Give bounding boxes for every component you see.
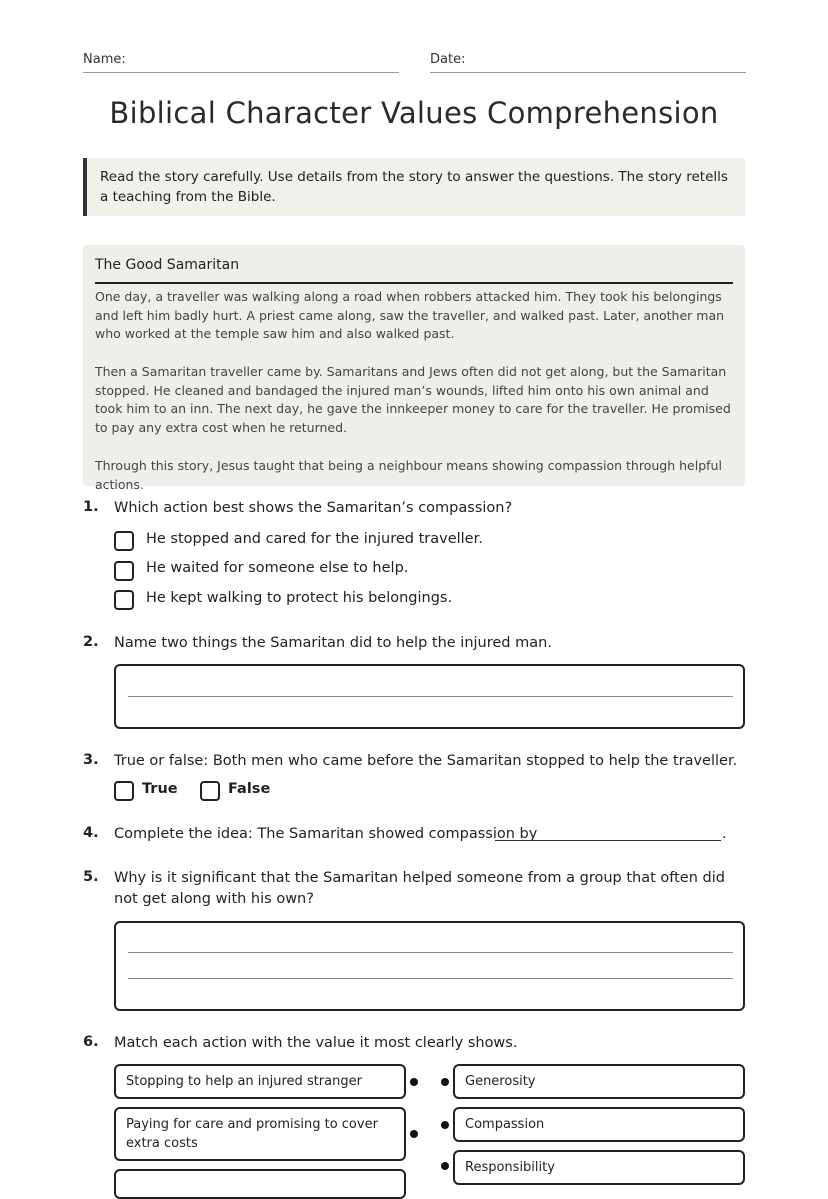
name-label: Name: <box>83 52 126 67</box>
name-field[interactable] <box>83 52 399 73</box>
q3-true-checkbox[interactable] <box>114 781 134 801</box>
match-value-1-dot[interactable] <box>441 1078 449 1086</box>
question-6-number: 6. <box>83 1034 99 1050</box>
question-2-answer-box[interactable] <box>114 664 745 729</box>
q1-option-1-checkbox[interactable] <box>114 531 134 551</box>
match-value-1[interactable] <box>453 1064 745 1099</box>
question-5-answer-box[interactable] <box>114 921 745 1011</box>
match-action-2-label: Paying for care and promising to cover extra costs <box>126 1117 378 1151</box>
match-value-3[interactable] <box>453 1150 745 1185</box>
question-3-number: 3. <box>83 752 99 768</box>
question-2-text: Name two things the Samaritan did to help the injured man. <box>114 635 552 651</box>
question-4-blank[interactable] <box>495 840 721 841</box>
match-value-1-label: Generosity <box>465 1074 536 1089</box>
match-value-2[interactable] <box>453 1107 745 1142</box>
question-4-end: . <box>722 826 727 842</box>
question-1-number: 1. <box>83 499 99 515</box>
story-panel <box>83 245 745 492</box>
story-title: The Good Samaritan <box>95 257 733 284</box>
q1-option-2-checkbox[interactable] <box>114 561 134 581</box>
match-action-3[interactable] <box>114 1169 406 1199</box>
q1-option-2-label: He waited for someone else to help. <box>146 560 409 576</box>
match-action-1-dot[interactable] <box>410 1078 418 1086</box>
match-action-2-dot[interactable] <box>410 1130 418 1138</box>
story-paragraph-2: Then a Samaritan traveller came by. Samaritans and Jews often did not get along, but the Samaritan stopped. He cleaned and bandaged the injured man’s wounds, lifted him onto his own animal and took him to an inn. The next day, he gave the innkeeper money to care for the traveller. He promised to pay any extra cost when he returned. <box>95 364 731 435</box>
q1-option-3-checkbox[interactable] <box>114 590 134 610</box>
date-label: Date: <box>430 52 466 67</box>
match-value-3-label: Responsibility <box>465 1160 555 1175</box>
story-paragraph-3: Through this story, Jesus taught that being a neighbour means showing compassion through helpful actions. <box>95 458 722 492</box>
question-5-text: Why is it significant that the Samaritan helped someone from a group that often did not get along with his own? <box>114 870 725 907</box>
question-4-text: Complete the idea: The Samaritan showed compassion by <box>114 826 538 842</box>
match-value-2-dot[interactable] <box>441 1121 449 1129</box>
question-2-number: 2. <box>83 634 99 650</box>
question-1-text: Which action best shows the Samaritan’s compassion? <box>114 500 513 516</box>
match-action-1-label: Stopping to help an injured stranger <box>126 1074 362 1089</box>
match-action-1[interactable] <box>114 1064 406 1099</box>
match-value-3-dot[interactable] <box>441 1162 449 1170</box>
instructions-text: Read the story carefully. Use details from the story to answer the questions. The story retells a teaching from the Bible. <box>100 169 728 205</box>
question-3-text: True or false: Both men who came before the Samaritan stopped to help the traveller. <box>114 753 738 769</box>
instructions-box <box>83 158 745 216</box>
q1-option-1-label: He stopped and cared for the injured traveller. <box>146 531 483 547</box>
question-6-text: Match each action with the value it most clearly shows. <box>114 1035 518 1051</box>
q3-true-label: True <box>142 781 178 797</box>
page-title: Biblical Character Values Comprehension <box>109 96 719 130</box>
match-value-2-label: Compassion <box>465 1117 545 1132</box>
q1-option-3-label: He kept walking to protect his belongings. <box>146 590 453 606</box>
match-action-2[interactable] <box>114 1107 406 1161</box>
story-paragraph-1: One day, a traveller was walking along a road when robbers attacked him. They took his belongings and left him badly hurt. A priest came along, saw the traveller, and walked past. Later, another man who worked at the temple saw him and also walked past. <box>95 289 725 341</box>
answer-line <box>128 952 733 953</box>
answer-line <box>128 978 733 979</box>
date-field[interactable] <box>430 52 746 73</box>
answer-line <box>128 696 733 697</box>
question-5-number: 5. <box>83 869 99 885</box>
question-4-number: 4. <box>83 825 99 841</box>
q3-false-label: False <box>228 781 271 797</box>
q3-false-checkbox[interactable] <box>200 781 220 801</box>
